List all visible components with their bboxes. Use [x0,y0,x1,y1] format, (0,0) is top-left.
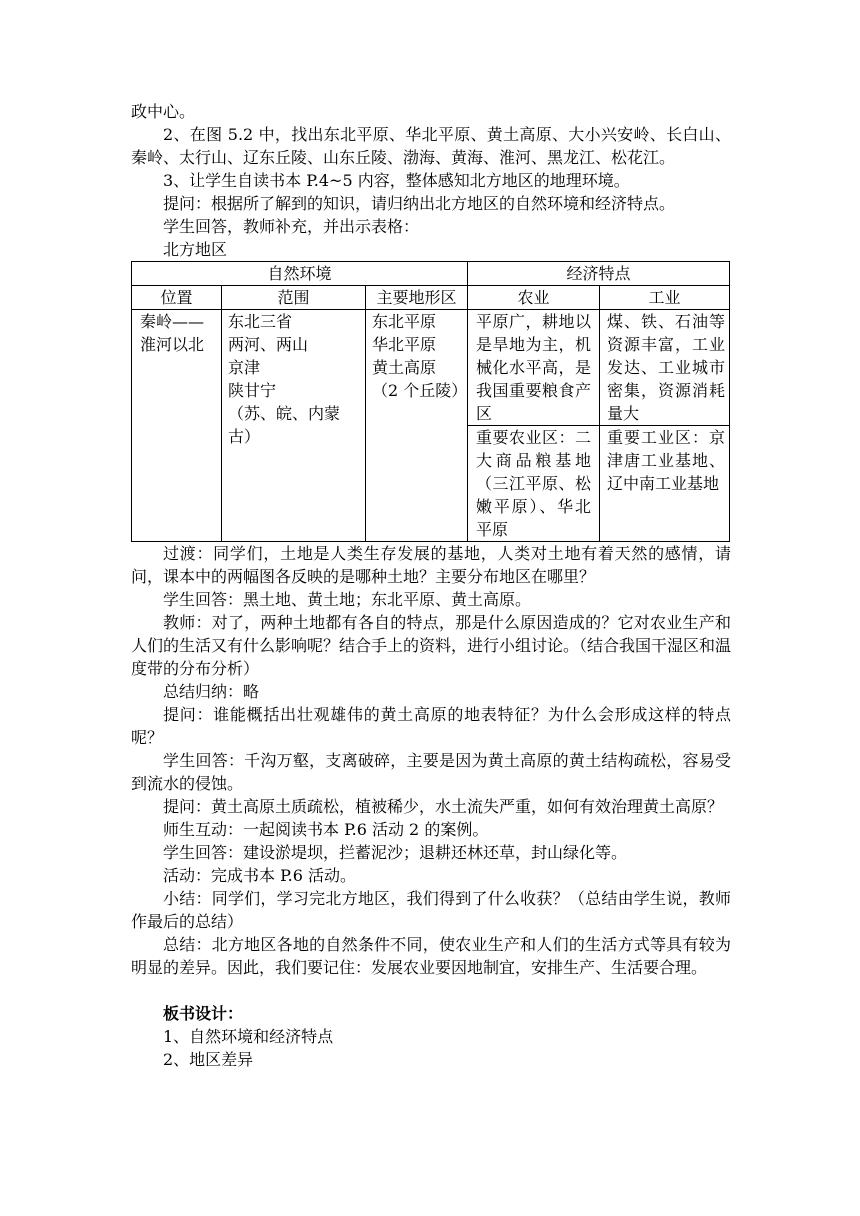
paragraph: 学生回答：黑土地、黄土地；东北平原、黄土高原。 [163,590,532,609]
group-header-nature: 自然环境 [132,262,468,286]
paragraph: 小结：同学们，学习完北方地区，我们得到了什么收获？（总结由学生说，教师作最后的总结） [131,889,731,931]
table-column-header-row [132,286,730,310]
paragraph: 过渡：同学们，土地是人类生存发展的基地，人类对土地有着天然的感情，请问，课本中的两幅图各反映的是哪种土地？主要分布地区在哪里？ [131,544,731,586]
col-header-agriculture: 农业 [468,286,600,310]
paragraph: 学生回答：千沟万壑，支离破碎，主要是因为黄土高原的黄土结构疏松，容易受到流水的侵蚀。 [131,751,731,793]
board-design-title: 板书设计： [163,1004,244,1023]
paragraph: 政中心。 [131,102,196,121]
cell-scope: 东北三省 两河、两山 京津 陕甘宁 （苏、皖、内蒙古） [222,310,366,542]
paragraph: 总结归纳：略 [163,682,260,701]
col-header-industry: 工业 [600,286,730,310]
cell-industry-1: 煤、铁、石油等资源丰富，工业发达、工业城市密集，资源消耗量大 [600,310,730,426]
paragraph: 总结：北方地区各地的自然条件不同，使农业生产和人们的生活方式等具有较为明显的差异。因此，我们要记住：发展农业要因地制宜，安排生产、生活要合理。 [131,935,731,977]
cell-agriculture-1: 平原广，耕地以是旱地为主，机械化水平高，是我国重要粮食产区 [468,310,600,426]
paragraph: 提问：谁能概括出壮观雄伟的黄土高原的地表特征？为什么会形成这样的特点呢？ [131,705,731,747]
cell-agriculture-2: 重要农业区：二大商品粮基地（三江平原、松嫩平原）、华北平原 [468,426,600,542]
document-body [131,100,731,1071]
col-header-location: 位置 [132,286,222,310]
paragraph: 提问：黄土高原土质疏松，植被稀少，水土流失严重，如何有效治理黄土高原？ [163,797,724,816]
board-item: 2、地区差异 [163,1050,254,1069]
col-header-scope: 范围 [222,286,366,310]
table-caption: 北方地区 [163,240,228,259]
table-row [132,310,730,426]
cell-industry-2: 重要工业区：京津唐工业基地、辽中南工业基地 [600,426,730,542]
north-region-table [131,261,730,542]
paragraph: 学生回答：建设淤堤坝，拦蓄泥沙；退耕还林还草，封山绿化等。 [163,843,628,862]
spacer [131,979,731,1002]
col-header-landforms: 主要地形区 [366,286,468,310]
paragraph: 2、在图 5.2 中，找出东北平原、华北平原、黄土高原、大小兴安岭、长白山、秦岭、太行山、辽东丘陵、山东丘陵、渤海、黄海、淮河、黑龙江、松花江。 [131,125,731,167]
paragraph: 3、让学生自读书本 P.4~5 内容，整体感知北方地区的地理环境。 [163,171,630,190]
paragraph: 教师：对了，两种土地都有各自的特点，那是什么原因造成的？它对农业生产和人们的生活又有什么影响呢？结合手上的资料，进行小组讨论。（结合我国干湿区和温度带的分布分析） [131,613,732,678]
paragraph: 师生互动：一起阅读书本 P.6 活动 2 的案例。 [163,820,489,839]
cell-landforms: 东北平原 华北平原 黄土高原 （2 个丘陵） [366,310,468,542]
cell-location: 秦岭——淮河以北 [132,310,222,542]
board-item: 1、自然环境和经济特点 [163,1027,334,1046]
table-group-header-row [132,262,730,286]
paragraph: 提问：根据所了解到的知识，请归纳出北方地区的自然环境和经济特点。 [163,194,676,213]
paragraph: 活动：完成书本 P.6 活动。 [163,866,356,885]
group-header-economy: 经济特点 [468,262,730,286]
paragraph: 学生回答，教师补充，并出示表格： [163,217,420,236]
